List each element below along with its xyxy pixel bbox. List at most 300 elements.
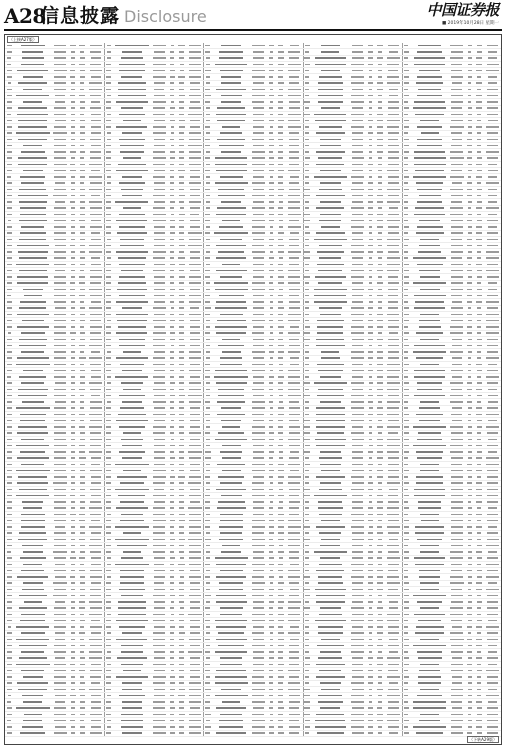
table-cell <box>276 381 286 386</box>
table-cell <box>276 162 286 167</box>
table-cell <box>104 81 113 86</box>
illegible-text-line <box>190 214 199 216</box>
illegible-text-line <box>278 57 284 59</box>
table-cell <box>375 268 385 273</box>
table-cell <box>385 381 402 386</box>
table-cell <box>250 324 267 329</box>
illegible-text-line <box>369 314 372 316</box>
illegible-text-line <box>179 314 183 316</box>
table-cell <box>349 224 366 229</box>
table-cell <box>203 224 212 229</box>
table-cell <box>104 87 113 92</box>
table-cell <box>286 268 303 273</box>
table-cell <box>366 193 375 198</box>
table-cell <box>250 293 267 298</box>
table-cell <box>465 318 474 323</box>
illegible-text-line <box>487 232 498 234</box>
table-cell <box>402 393 411 398</box>
illegible-text-line <box>452 376 463 378</box>
table-cell <box>187 49 204 54</box>
illegible-text-line <box>304 101 309 103</box>
table-cell <box>187 237 204 242</box>
illegible-text-line <box>170 257 174 259</box>
table-cell <box>250 199 267 204</box>
illegible-text-line <box>414 101 445 103</box>
illegible-text-line <box>269 182 274 184</box>
table-cell <box>151 218 168 223</box>
table-cell <box>212 318 250 323</box>
illegible-text-line <box>71 351 74 353</box>
illegible-text-line <box>90 157 101 159</box>
table-cell <box>312 43 350 48</box>
illegible-text-line <box>89 382 102 384</box>
table-cell <box>212 306 250 311</box>
illegible-text-line <box>206 176 210 178</box>
table-cell <box>87 399 104 404</box>
illegible-text-line <box>106 151 110 153</box>
illegible-text-line <box>486 332 499 334</box>
illegible-text-line <box>378 207 383 209</box>
table-cell <box>366 262 375 267</box>
illegible-text-line <box>120 407 144 409</box>
table-cell <box>474 287 484 292</box>
illegible-text-line <box>468 251 472 253</box>
table-cell <box>187 137 204 142</box>
illegible-text-line <box>205 51 210 53</box>
illegible-text-line <box>377 364 382 366</box>
table-cell <box>151 118 168 123</box>
illegible-text-line <box>19 270 47 272</box>
table-cell <box>151 174 168 179</box>
illegible-text-line <box>404 314 409 316</box>
table-cell <box>203 81 212 86</box>
illegible-text-line <box>377 139 382 141</box>
illegible-text-line <box>215 157 247 159</box>
illegible-text-line <box>477 320 481 322</box>
table-cell <box>187 168 204 173</box>
table-cell <box>87 218 104 223</box>
illegible-text-line <box>80 101 85 103</box>
illegible-text-line <box>7 289 12 291</box>
illegible-text-line <box>420 364 440 366</box>
table-cell <box>77 243 87 248</box>
table-cell <box>465 68 474 73</box>
illegible-text-line <box>170 89 174 91</box>
illegible-text-line <box>378 107 383 109</box>
illegible-text-line <box>451 370 463 372</box>
illegible-text-line <box>90 320 101 322</box>
table-cell <box>151 231 168 236</box>
illegible-text-line <box>253 257 264 259</box>
illegible-text-line <box>216 382 247 384</box>
table-cell <box>484 131 501 136</box>
illegible-text-line <box>189 282 201 284</box>
illegible-text-line <box>476 389 482 391</box>
table-cell <box>312 193 350 198</box>
illegible-text-line <box>451 70 462 72</box>
table-cell <box>484 56 501 61</box>
table-cell <box>5 199 14 204</box>
illegible-text-line <box>179 226 184 228</box>
table-cell <box>177 243 187 248</box>
illegible-text-line <box>289 189 300 191</box>
illegible-text-line <box>352 295 364 297</box>
table-cell <box>312 306 350 311</box>
illegible-text-line <box>289 407 300 409</box>
table-cell <box>448 343 465 348</box>
table-cell <box>52 62 69 67</box>
illegible-text-line <box>468 370 471 372</box>
illegible-text-line <box>106 157 111 159</box>
illegible-text-line <box>117 289 147 291</box>
illegible-text-line <box>253 114 264 116</box>
table-cell <box>52 387 69 392</box>
table-cell <box>52 268 69 273</box>
illegible-text-line <box>319 257 341 259</box>
illegible-text-line <box>279 220 283 222</box>
table-cell <box>276 93 286 98</box>
illegible-text-line <box>252 220 264 222</box>
table-cell <box>168 56 177 61</box>
illegible-text-line <box>253 120 265 122</box>
illegible-text-line <box>54 82 67 84</box>
table-cell <box>250 149 267 154</box>
table-cell <box>151 81 168 86</box>
table-cell <box>87 237 104 242</box>
illegible-text-line <box>316 207 344 209</box>
illegible-text-line <box>351 176 364 178</box>
table-cell <box>104 181 113 186</box>
illegible-text-line <box>420 289 440 291</box>
table-cell <box>177 131 187 136</box>
illegible-text-line <box>468 64 472 66</box>
table-cell <box>385 299 402 304</box>
table-cell <box>286 237 303 242</box>
illegible-text-line <box>288 376 300 378</box>
table-cell <box>212 68 250 73</box>
table-cell <box>349 331 366 336</box>
table-cell <box>77 124 87 129</box>
table-cell <box>168 281 177 286</box>
illegible-text-line <box>487 351 498 353</box>
illegible-text-line <box>305 82 309 84</box>
illegible-text-line <box>119 226 144 228</box>
illegible-text-line <box>118 326 146 328</box>
table-cell <box>104 287 113 292</box>
table-cell <box>465 331 474 336</box>
table-cell <box>375 106 385 111</box>
table-cell <box>104 374 113 379</box>
illegible-text-line <box>488 51 498 53</box>
illegible-text-line <box>170 82 174 84</box>
illegible-text-line <box>7 207 11 209</box>
table-cell <box>113 274 151 279</box>
illegible-text-line <box>278 170 284 172</box>
table-cell <box>366 293 375 298</box>
illegible-text-line <box>270 276 274 278</box>
table-cell <box>474 281 484 286</box>
illegible-text-line <box>91 132 101 134</box>
table-cell <box>312 237 350 242</box>
illegible-text-line <box>351 357 364 359</box>
table-cell <box>151 162 168 167</box>
table-cell <box>474 262 484 267</box>
table-cell <box>276 174 286 179</box>
table-cell <box>484 156 501 161</box>
illegible-text-line <box>451 226 463 228</box>
illegible-text-line <box>388 357 399 359</box>
illegible-text-line <box>205 70 210 72</box>
illegible-text-line <box>488 282 498 284</box>
table-cell <box>349 268 366 273</box>
table-cell <box>68 174 77 179</box>
table-cell <box>402 174 411 179</box>
illegible-text-line <box>116 357 147 359</box>
illegible-text-line <box>71 107 75 109</box>
illegible-text-line <box>119 70 146 72</box>
illegible-text-line <box>190 339 200 341</box>
illegible-text-line <box>205 95 210 97</box>
table-cell <box>276 306 286 311</box>
table-cell <box>87 181 104 186</box>
table-cell <box>113 149 151 154</box>
illegible-text-line <box>216 89 245 91</box>
illegible-text-line <box>54 151 66 153</box>
table-cell <box>375 312 385 317</box>
illegible-text-line <box>205 314 210 316</box>
illegible-text-line <box>17 114 48 116</box>
table-cell <box>474 162 484 167</box>
illegible-text-line <box>452 357 463 359</box>
table-cell <box>14 112 52 117</box>
illegible-text-line <box>170 107 175 109</box>
table-cell <box>168 131 177 136</box>
illegible-text-line <box>106 326 111 328</box>
table-cell <box>385 237 402 242</box>
illegible-text-line <box>388 157 399 159</box>
table-cell <box>349 212 366 217</box>
table-cell <box>87 362 104 367</box>
illegible-text-line <box>387 120 400 122</box>
table-cell <box>411 231 449 236</box>
illegible-text-line <box>404 126 409 128</box>
table-cell <box>68 62 77 67</box>
table-cell <box>267 343 276 348</box>
table-cell <box>151 212 168 217</box>
table-cell <box>303 93 312 98</box>
table-cell <box>484 368 501 373</box>
table-cell <box>448 174 465 179</box>
table-cell <box>366 56 375 61</box>
table-cell <box>187 393 204 398</box>
table-cell <box>385 74 402 79</box>
illegible-text-line <box>451 64 462 66</box>
table-cell <box>474 387 484 392</box>
illegible-text-line <box>179 132 185 134</box>
illegible-text-line <box>419 70 440 72</box>
table-cell <box>68 137 77 142</box>
illegible-text-line <box>54 320 67 322</box>
illegible-text-line <box>288 282 300 284</box>
table-cell <box>366 99 375 104</box>
table-cell <box>187 193 204 198</box>
illegible-text-line <box>179 176 185 178</box>
illegible-text-line <box>180 64 184 66</box>
table-cell <box>366 249 375 254</box>
illegible-text-line <box>415 301 443 303</box>
illegible-text-line <box>222 264 240 266</box>
table-cell <box>168 249 177 254</box>
illegible-text-line <box>388 232 399 234</box>
illegible-text-line <box>20 176 45 178</box>
illegible-text-line <box>54 289 65 291</box>
illegible-text-line <box>18 195 48 197</box>
illegible-text-line <box>188 395 201 397</box>
table-cell <box>303 381 312 386</box>
illegible-text-line <box>253 307 265 309</box>
illegible-text-line <box>80 176 85 178</box>
illegible-text-line <box>253 345 264 347</box>
table-cell <box>14 287 52 292</box>
illegible-text-line <box>190 207 199 209</box>
illegible-text-line <box>404 226 409 228</box>
illegible-text-line <box>319 189 342 191</box>
table-cell <box>104 393 113 398</box>
illegible-text-line <box>7 395 12 397</box>
table-cell <box>276 324 286 329</box>
illegible-text-line <box>404 45 408 47</box>
illegible-text-line <box>314 301 347 303</box>
table-cell <box>349 306 366 311</box>
table-cell <box>113 199 151 204</box>
illegible-text-line <box>352 195 363 197</box>
table-cell <box>276 99 286 104</box>
illegible-text-line <box>121 270 143 272</box>
illegible-text-line <box>388 164 399 166</box>
table-cell <box>286 249 303 254</box>
table-cell <box>303 349 312 354</box>
table-cell <box>366 399 375 404</box>
illegible-text-line <box>206 182 210 184</box>
table-cell <box>212 87 250 92</box>
table-cell <box>151 199 168 204</box>
table-cell <box>448 356 465 361</box>
table-cell <box>448 49 465 54</box>
table-cell <box>5 56 14 61</box>
illegible-text-line <box>352 282 363 284</box>
table-cell <box>104 112 113 117</box>
continued-from-label: （上接A27版） <box>7 36 39 43</box>
table-cell <box>68 131 77 136</box>
table-cell <box>187 349 204 354</box>
illegible-text-line <box>269 270 274 272</box>
illegible-text-line <box>205 232 210 234</box>
table-cell <box>52 112 69 117</box>
table-cell <box>286 224 303 229</box>
table-cell <box>77 106 87 111</box>
table-cell <box>113 287 151 292</box>
table-cell <box>286 324 303 329</box>
table-cell <box>177 393 187 398</box>
illegible-text-line <box>154 170 165 172</box>
illegible-text-line <box>22 57 44 59</box>
illegible-text-line <box>351 251 364 253</box>
illegible-text-line <box>388 289 398 291</box>
table-cell <box>303 387 312 392</box>
table-cell <box>68 212 77 217</box>
table-cell <box>484 49 501 54</box>
illegible-text-line <box>91 376 101 378</box>
table-cell <box>402 318 411 323</box>
table-cell <box>187 231 204 236</box>
table-cell <box>212 99 250 104</box>
illegible-text-line <box>369 89 372 91</box>
table-cell <box>77 231 87 236</box>
table-cell <box>168 331 177 336</box>
table-cell <box>385 131 402 136</box>
table-cell <box>286 393 303 398</box>
illegible-text-line <box>122 132 143 134</box>
illegible-text-line <box>388 307 398 309</box>
illegible-text-line <box>89 357 102 359</box>
illegible-text-line <box>404 76 409 78</box>
illegible-text-line <box>290 232 299 234</box>
table-cell <box>212 362 250 367</box>
table-cell <box>484 118 501 123</box>
illegible-text-line <box>317 320 344 322</box>
table-cell <box>402 143 411 148</box>
illegible-text-line <box>252 70 264 72</box>
illegible-text-line <box>170 195 174 197</box>
table-cell <box>484 349 501 354</box>
illegible-text-line <box>388 320 399 322</box>
table-cell <box>5 256 14 261</box>
table-cell <box>14 168 52 173</box>
illegible-text-line <box>289 157 299 159</box>
illegible-text-line <box>179 145 185 147</box>
illegible-text-line <box>278 407 284 409</box>
illegible-text-line <box>221 201 241 203</box>
table-cell <box>5 143 14 148</box>
table-cell <box>402 337 411 342</box>
table-cell <box>168 356 177 361</box>
illegible-text-line <box>378 76 383 78</box>
illegible-text-line <box>467 270 472 272</box>
illegible-text-line <box>451 314 464 316</box>
table-cell <box>77 112 87 117</box>
illegible-text-line <box>189 201 200 203</box>
illegible-text-line <box>91 126 101 128</box>
table-cell <box>465 381 474 386</box>
illegible-text-line <box>89 201 102 203</box>
table-cell <box>14 62 52 67</box>
table-cell <box>77 218 87 223</box>
table-cell <box>87 393 104 398</box>
table-cell <box>14 381 52 386</box>
table-cell <box>303 374 312 379</box>
table-cell <box>113 231 151 236</box>
illegible-text-line <box>252 182 265 184</box>
table-cell <box>177 49 187 54</box>
table-cell <box>212 287 250 292</box>
illegible-text-line <box>153 101 166 103</box>
table-cell <box>68 224 77 229</box>
table-cell <box>385 68 402 73</box>
illegible-text-line <box>80 70 85 72</box>
illegible-text-line <box>252 89 265 91</box>
illegible-text-line <box>80 401 84 403</box>
illegible-text-line <box>321 226 340 228</box>
